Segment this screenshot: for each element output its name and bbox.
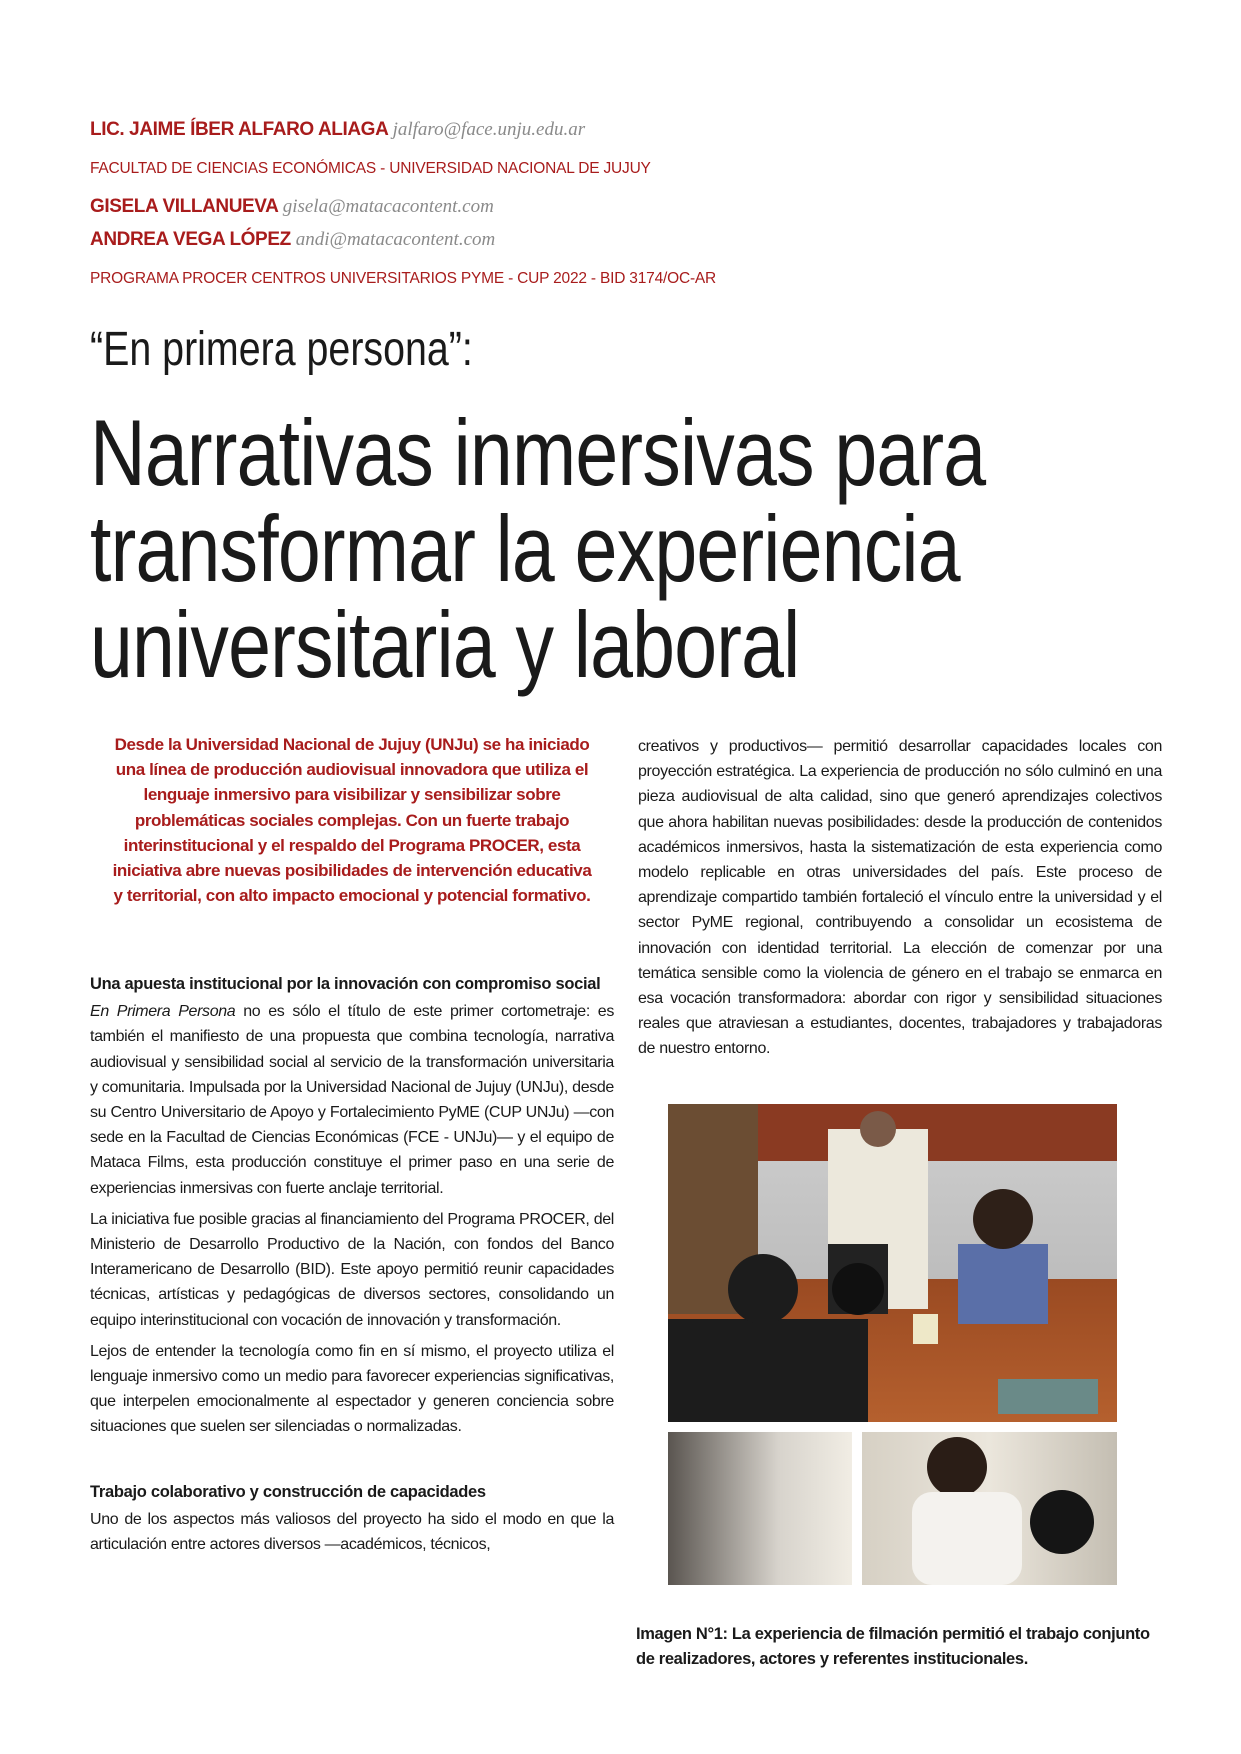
film-title: En Primera Persona bbox=[90, 1003, 236, 1021]
author-3 bbox=[90, 229, 495, 251]
author-2 bbox=[90, 196, 494, 218]
right-column bbox=[638, 734, 1162, 1068]
author-email[interactable]: andi@matacacontent.com bbox=[295, 229, 496, 250]
lead-paragraph: Desde la Universidad Nacional de Jujuy (UNJu) se ha iniciado una línea de producción audiovisual innovadora que utiliza el lenguaje inmersivo para visibilizar y sensibilizar sobre problemáticas sociales complejas. Con un fuerte trabajo interinstitucional y el respaldo del Programa PROCER, esta iniciativa abre nuevas posibilidades de intervención educativa y territorial, con alto impacto emocional y potencial formativo. bbox=[112, 735, 592, 906]
section-heading: Una apuesta institucional por la innovación con compromiso social bbox=[90, 975, 601, 993]
section-heading: Trabajo colaborativo y construcción de capacidades bbox=[90, 1482, 486, 1501]
paragraph: Uno de los aspectos más valiosos del proyecto ha sido el modo en que la articulación entre actores diversos —académicos, técnicos, bbox=[90, 1510, 614, 1554]
author-name: LIC. JAIME ÍBER ALFARO ALIAGA bbox=[90, 119, 388, 140]
left-column bbox=[90, 972, 614, 1563]
author-email[interactable]: gisela@matacacontent.com bbox=[282, 196, 494, 217]
image-caption: Imagen N°1: La experiencia de filmación permitió el trabajo conjunto de realizadores, actores y referentes institucionales. bbox=[636, 1625, 1150, 1668]
photo-illustration bbox=[668, 1104, 1117, 1422]
photo-office-hallway bbox=[668, 1432, 852, 1585]
paragraph: Lejos de entender la tecnología como fin en sí mismo, el proyecto utiliza el lenguaje inmersivo como un medio para favorecer experiencias significativas, que interpelen emocionalmente al espectador y generen conciencia sobre situaciones que suelen ser silenciadas o normalizadas. bbox=[90, 1342, 614, 1436]
page-title bbox=[90, 400, 986, 697]
subtitle: “En primera persona”: bbox=[90, 323, 473, 376]
photo-filming-meeting bbox=[668, 1104, 1117, 1422]
author-name: GISELA VILLANUEVA bbox=[90, 196, 278, 217]
photo-camera-cleaning bbox=[862, 1432, 1117, 1585]
paragraph-text: no es sólo el título de este primer cortometraje: es también el manifiesto de una propuesta que combina tecnología, narrativa audiovisual y sensibilidad social al servicio de la transformación universitaria y comunitaria. Impulsada por la Universidad Nacional de Jujuy (UNJu), desde su Centro Universitario de Apoyo y Fortalecimiento PyME (CUP UNJu) —con sede en la Facultad de Ciencias Económicas (FCE - UNJu)— y el equipo de Mataca Films, esta producción constituye el primer paso en una serie de experiencias inmersivas con fuerte anclaje territorial. bbox=[90, 1003, 615, 1197]
author-1 bbox=[90, 119, 585, 141]
affiliation: FACULTAD DE CIENCIAS ECONÓMICAS - UNIVERSIDAD NACIONAL DE JUJUY bbox=[90, 160, 651, 177]
paragraph: La iniciativa fue posible gracias al financiamiento del Programa PROCER, del Ministerio de Desarrollo Productivo de la Nación, con fondos del Banco Interamericano de Desarrollo (BID). Este apoyo permitió reunir capacidades técnicas, artísticas y pedagógicas de diversos sectores, consolidando un equipo interinstitucional con vocación de innovación y transformación. bbox=[90, 1210, 614, 1329]
photo-illustration bbox=[862, 1432, 1117, 1585]
title-line: universitaria y laboral bbox=[90, 592, 800, 697]
title-line: transformar la experiencia bbox=[90, 496, 960, 601]
paragraph bbox=[90, 999, 614, 1201]
paragraph: creativos y productivos— permitió desarrollar capacidades locales con proyección estratégica. La experiencia de producción no sólo culminó en una pieza audiovisual de alta calidad, sino que generó aprendizajes colectivos que ahora habilitan nuevas posibilidades: desde la producción de contenidos académicos inmersivos, hasta la sistematización de esta experiencia como modelo replicable en otras universidades del país. Este proceso de aprendizaje compartido también fortaleció el vínculo entre la universidad y el sector PyME regional, contribuyendo a consolidar un ecosistema de innovación con identidad territorial. La elección de comenzar por una temática sensible como la violencia de género en el trabajo se enmarca en esa vocación transformadora: abordar con rigor y sensibilidad situaciones reales que atraviesan a estudiantes, docentes, trabajadores y trabajadoras de nuestro entorno. bbox=[638, 738, 1162, 1058]
title-line: Narrativas inmersivas para bbox=[90, 400, 986, 505]
author-email[interactable]: jalfaro@face.unju.edu.ar bbox=[392, 119, 586, 140]
author-name: ANDREA VEGA LÓPEZ bbox=[90, 229, 291, 250]
program: PROGRAMA PROCER CENTROS UNIVERSITARIOS PYME - CUP 2022 - BID 3174/OC-AR bbox=[90, 270, 717, 287]
